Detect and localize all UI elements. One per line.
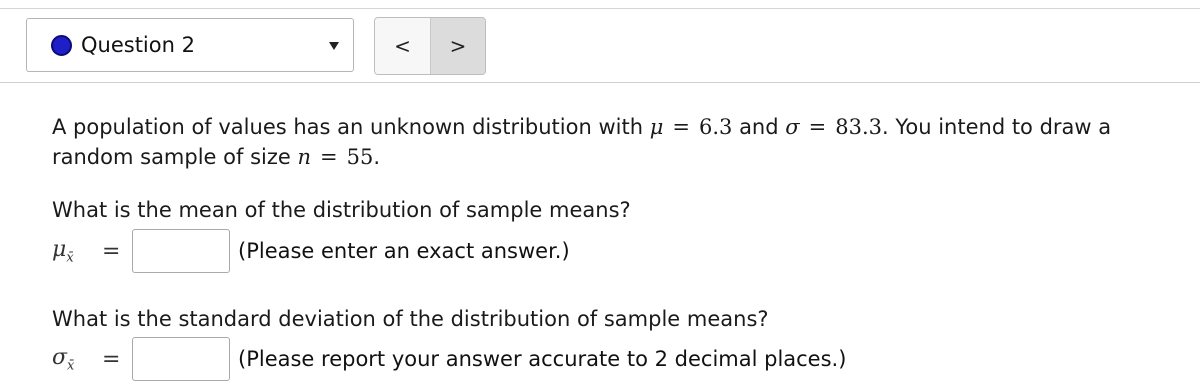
equals-sign: = (102, 346, 121, 372)
std-answer-input[interactable] (132, 337, 230, 381)
sigma-glyph: σ (52, 344, 68, 370)
equals-sign: = (808, 115, 827, 139)
equals-sign: = (102, 238, 121, 264)
mu-symbol: μ (649, 115, 664, 139)
equals-sign: = (320, 145, 338, 169)
problem-text-b: . You intend to draw a random sample of size (52, 115, 1112, 169)
n-symbol: n (297, 145, 312, 169)
mean-symbol (52, 237, 102, 265)
period: . (373, 145, 381, 169)
nav-divider (0, 82, 1200, 83)
caret-down-icon (329, 42, 339, 50)
xbar-subscript: x̄ (67, 358, 75, 374)
mean-answer-input[interactable] (132, 229, 230, 273)
mu-value: 6.3 (698, 115, 733, 139)
mu-glyph: μ (52, 236, 67, 262)
question-selector-label: Question 2 (81, 33, 195, 57)
mean-answer-hint: (Please enter an exact answer.) (238, 239, 570, 263)
equals-sign: = (672, 115, 690, 139)
previous-question-button[interactable]: < (375, 18, 431, 74)
top-divider (0, 8, 1200, 9)
question-1-text: What is the mean of the distribution of sample means? (52, 198, 631, 222)
question-nav-buttons (374, 17, 486, 75)
question-2-text: What is the standard deviation of the distribution of sample means? (52, 307, 769, 331)
next-question-button[interactable]: > (431, 18, 485, 74)
sigma-symbol: σ (785, 115, 800, 139)
and-text: and (739, 115, 779, 139)
std-symbol (52, 345, 102, 373)
question-selector[interactable] (26, 18, 354, 72)
answer-row-std (52, 336, 846, 382)
sigma-value: 83.3 (835, 115, 882, 139)
question-status-dot-icon (51, 35, 72, 56)
problem-statement (52, 112, 1172, 172)
problem-text-a: A population of values has an unknown distribution with (52, 115, 644, 139)
xbar-subscript: x̄ (66, 250, 74, 266)
n-value: 55 (346, 145, 374, 169)
answer-row-mean (52, 228, 570, 274)
std-answer-hint: (Please report your answer accurate to 2 decimal places.) (238, 347, 847, 371)
